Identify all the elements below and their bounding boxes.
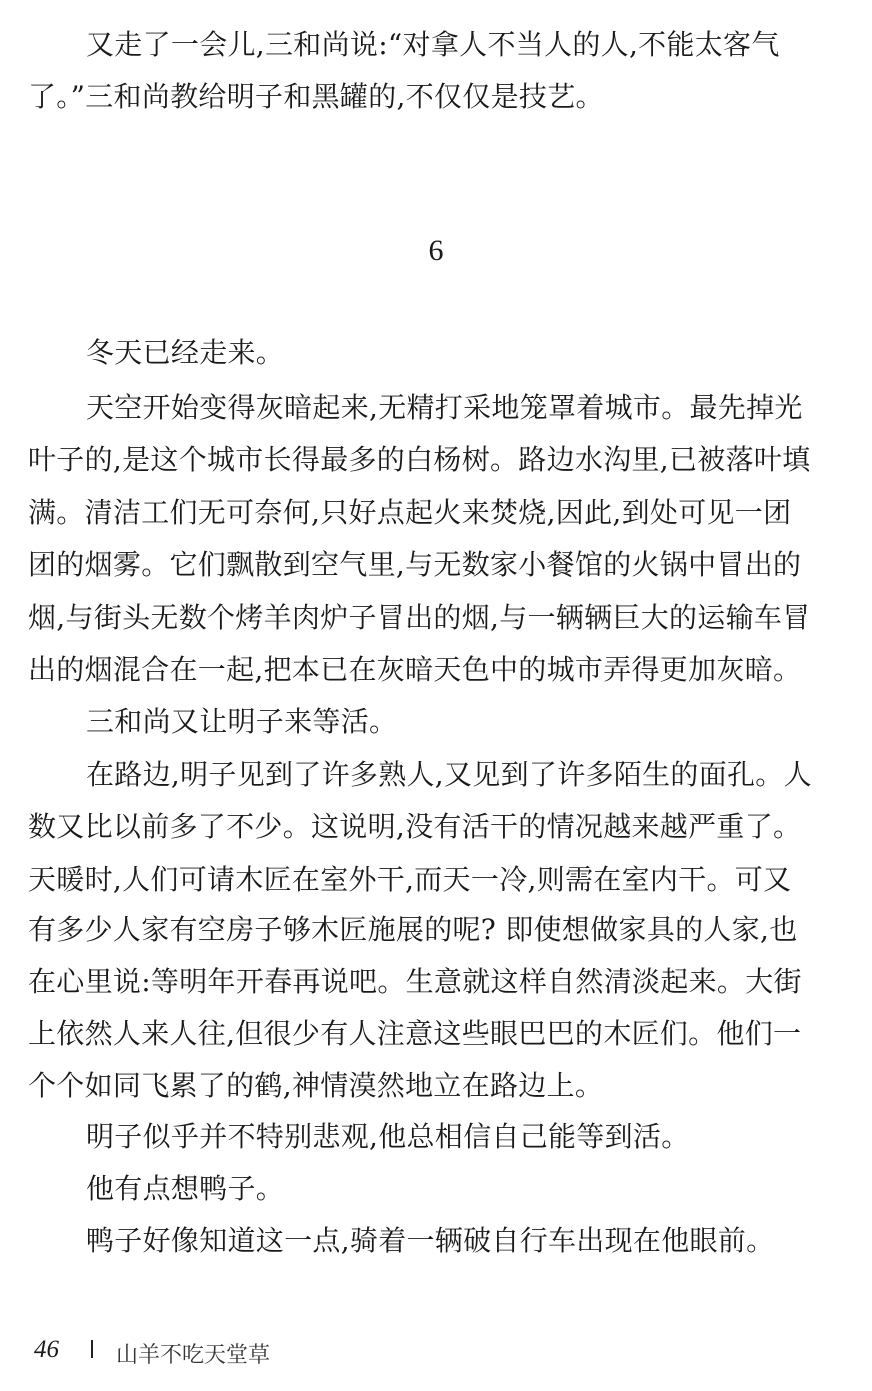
page-number: 46	[34, 1336, 59, 1363]
text-line: 有多少人家有空房子够木匠施展的呢? 即使想做家具的人家,也	[28, 913, 798, 946]
text-line: 在心里说:等明年开春再说吧。生意就这样自然清淡起来。大街	[28, 965, 802, 998]
footer-divider	[91, 1340, 93, 1358]
text-line: 他有点想鸭子。	[86, 1172, 285, 1205]
chapter-number: 6	[428, 234, 444, 267]
text-line: 烟,与街头无数个烤羊肉炉子冒出的烟,与一辆辆巨大的运输车冒	[28, 601, 811, 634]
text-line: 个个如同飞累了的鹤,神情漠然地立在路边上。	[28, 1069, 604, 1102]
text-line: 叶子的,是这个城市长得最多的白杨树。路边水沟里,已被落叶填	[28, 443, 811, 476]
book-title: 山羊不吃天堂草	[116, 1343, 271, 1368]
text-line: 满。清洁工们无可奈何,只好点起火来焚烧,因此,到处可见一团	[28, 496, 792, 529]
text-line: 又走了一会儿,三和尚说:“对拿人不当人的人,不能太客气	[86, 28, 780, 61]
text-line: 天暖时,人们可请木匠在室外干,而天一冷,则需在室内干。可又	[28, 863, 792, 896]
text-line: 鸭子好像知道这一点,骑着一辆破自行车出现在他眼前。	[86, 1224, 775, 1257]
text-line: 出的烟混合在一起,把本已在灰暗天色中的城市弄得更加灰暗。	[28, 653, 802, 686]
text-line: 数又比以前多了不少。这说明,没有活干的情况越来越严重了。	[28, 810, 802, 843]
text-line: 三和尚又让明子来等活。	[86, 705, 398, 738]
text-line: 上依然人来人往,但很少有人注意这些眼巴巴的木匠们。他们一	[28, 1017, 802, 1050]
text-line: 了。”三和尚教给明子和黑罐的,不仅仅是技艺。	[28, 80, 604, 113]
text-line: 冬天已经走来。	[86, 336, 285, 369]
text-line: 明子似乎并不特别悲观,他总相信自己能等到活。	[86, 1120, 690, 1153]
text-line: 天空开始变得灰暗起来,无精打采地笼罩着城市。最先掉光	[86, 391, 803, 424]
text-line: 在路边,明子见到了许多熟人,又见到了许多陌生的面孔。人	[86, 758, 812, 791]
text-line: 团的烟雾。它们飘散到空气里,与无数家小餐馆的火锅中冒出的	[28, 548, 802, 581]
